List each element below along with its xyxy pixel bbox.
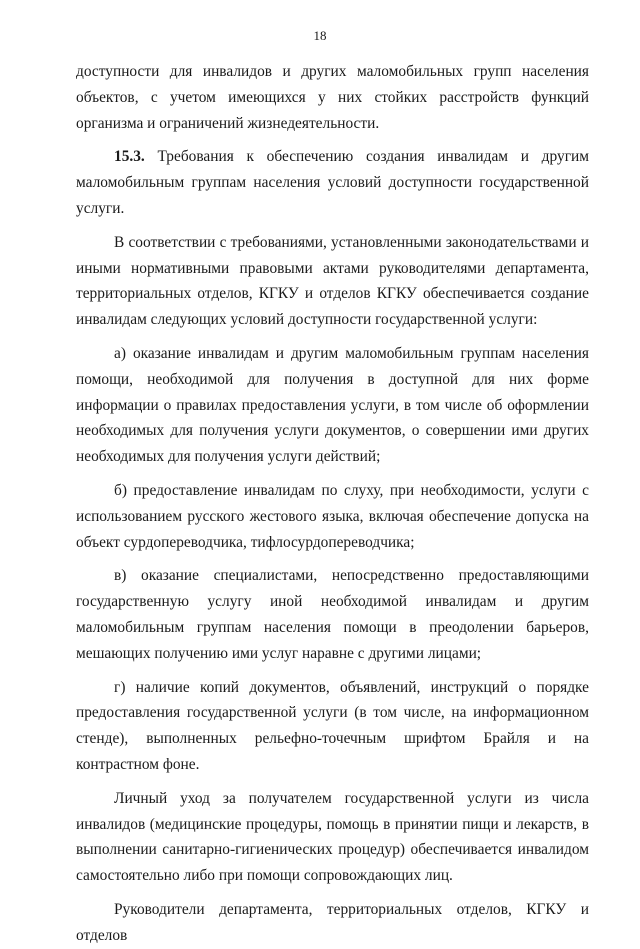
section-heading-text: Требования к обеспечению создания инвалидам и другим маломобильным группам населения условий доступности государственной услуги. [76, 148, 589, 217]
section-number: 15.3. [114, 148, 145, 166]
list-item-v: в) оказание специалистами, непосредственно предоставляющими государственную услугу иной необходимой инвалидам и другим маломобильным группам населения помощи в преодолении барьеров, мешающих получению ими услуг наравне с другими лицами; [76, 567, 589, 662]
paragraph-personal-care: Личный уход за получателем государственной услуги из числа инвалидов (медицинские процедуры, помощь в принятии пищи и лекарств, в выполнении санитарно-гигиенических процедур) обеспечивается инвалидом самостоятельно либо при помощи сопровождающих лиц. [76, 789, 589, 885]
paragraph-continuation: доступности для инвалидов и других маломобильных групп населения объектов, с учетом имеющихся у них стойких расстройств функций организма и ограничений жизнедеятельности. [76, 63, 589, 132]
list-item-g: г) наличие копий документов, объявлений, инструкций о порядке предоставления государственной услуги (в том числе, на информационном стенде), выполненных рельефно-точечным шрифтом Брайля и на контрастном фоне. [76, 678, 589, 773]
list-item-b: б) предоставление инвалидам по слуху, при необходимости, услуги с использованием русского жестового языка, включая обеспечение допуска на объект сурдопереводчика, тифлосурдопереводчика; [76, 481, 589, 551]
paragraph-heads-continued: Руководители департамента, территориальных отделов, КГКУ и отделов [76, 900, 589, 944]
page-number: 18 [313, 28, 327, 43]
list-item-a: а) оказание инвалидам и другим маломобильным группам населения помощи, необходимой для получения в доступной для них форме информации о правилах предоставления услуги, в том числе об оформлении необходимых для получения услуги документов, о совершении ими других необходимых для получения услуги действий; [76, 344, 589, 466]
section-heading-15-3 [76, 144, 589, 221]
paragraph-requirements-intro: В соответствии с требованиями, установленными законодательствами и иными нормативными правовыми актами руководителями департамента, территориальных отделов, КГКУ и отделов КГКУ обеспечивается создание инвалидам следующих условий доступности государственной услуги: [76, 233, 589, 329]
document-body [76, 59, 589, 949]
